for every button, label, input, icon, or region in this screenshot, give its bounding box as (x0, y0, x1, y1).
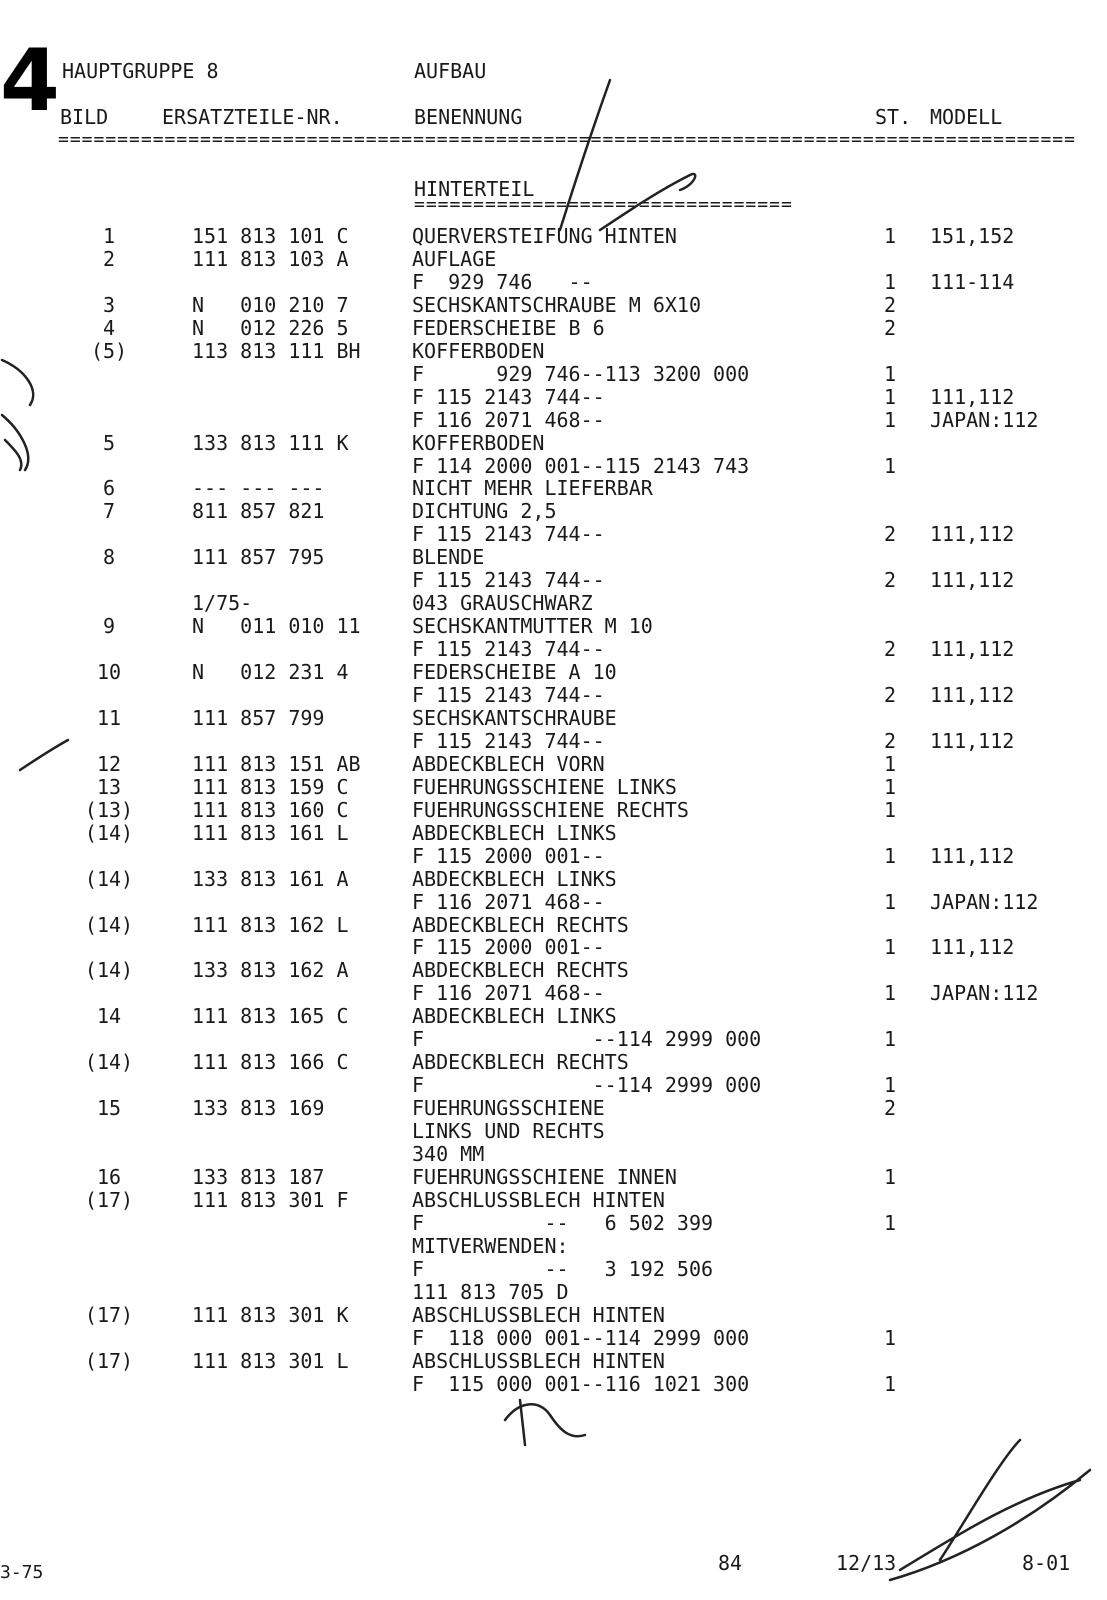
row-benennung: FUEHRUNGSSCHIENE LINKS (412, 775, 677, 799)
column-header-modell: MODELL (930, 105, 1003, 129)
row-quantity: 2 (883, 637, 897, 661)
signature-bottom (505, 1404, 585, 1436)
row-part-number: 133 813 169 (192, 1096, 325, 1120)
row-bild: (17) (84, 1303, 134, 1327)
row-bild: 16 (96, 1165, 122, 1189)
row-modell: 111,112 (930, 637, 1015, 661)
row-benennung: FUEHRUNGSSCHIENE INNEN (412, 1165, 677, 1189)
row-benennung: ABDECKBLECH LINKS (412, 1004, 617, 1028)
row-bild: 10 (96, 660, 122, 684)
row-modell: 111,112 (930, 385, 1015, 409)
row-benennung: F 929 746 -- (412, 270, 593, 294)
row-part-number: 133 813 111 K (192, 431, 349, 455)
row-benennung: KOFFERBODEN (412, 339, 545, 363)
row-benennung: F 116 2071 468-- (412, 981, 605, 1005)
row-benennung: F 115 000 001--116 1021 300 (412, 1372, 750, 1396)
row-bild: (14) (84, 821, 134, 845)
row-quantity: 2 (883, 568, 897, 592)
row-part-number: 111 813 162 L (192, 913, 349, 937)
row-benennung: F 115 2143 744-- (412, 683, 605, 707)
margin-scribble-3 (20, 740, 68, 770)
row-bild: (14) (84, 958, 134, 982)
row-bild: (14) (84, 1050, 134, 1074)
row-benennung: F -- 3 192 506 (412, 1257, 714, 1281)
row-benennung: ABSCHLUSSBLECH HINTEN (412, 1303, 665, 1327)
row-modell: 111,112 (930, 729, 1015, 753)
row-modell: 111,112 (930, 568, 1015, 592)
row-benennung: QUERVERSTEIFUNG HINTEN (412, 224, 677, 248)
row-modell: JAPAN:112 (930, 981, 1039, 1005)
row-bild: (13) (84, 798, 134, 822)
row-benennung: 111 813 705 D (412, 1280, 569, 1304)
row-quantity: 1 (883, 752, 897, 776)
row-benennung: F 115 2000 001-- (412, 844, 605, 868)
row-quantity: 2 (883, 316, 897, 340)
row-modell: 111,112 (930, 935, 1015, 959)
row-benennung: SECHSKANTSCHRAUBE M 6X10 (412, 293, 701, 317)
row-benennung: F 118 000 001--114 2999 000 (412, 1326, 750, 1350)
row-part-number: 111 813 151 AB (192, 752, 361, 776)
row-benennung: F 115 2143 744-- (412, 568, 605, 592)
row-modell: 111,112 (930, 683, 1015, 707)
row-quantity: 1 (883, 1165, 897, 1189)
row-part-number: 111 857 799 (192, 706, 325, 730)
row-part-number: 111 813 159 C (192, 775, 349, 799)
row-part-number: 133 813 187 (192, 1165, 325, 1189)
row-benennung: ABSCHLUSSBLECH HINTEN (412, 1188, 665, 1212)
row-benennung: NICHT MEHR LIEFERBAR (412, 476, 653, 500)
column-header-bild: BILD (60, 105, 109, 129)
footer-right-code: 8-01 (1022, 1551, 1071, 1575)
row-bild: 15 (96, 1096, 122, 1120)
row-benennung: 340 MM (412, 1142, 485, 1166)
row-quantity: 1 (883, 1211, 897, 1235)
row-quantity: 1 (883, 935, 897, 959)
row-benennung: ABDECKBLECH RECHTS (412, 913, 629, 937)
row-bild: (5) (90, 339, 128, 363)
row-benennung: FEDERSCHEIBE B 6 (412, 316, 605, 340)
row-modell: JAPAN:112 (930, 890, 1039, 914)
row-benennung: FUEHRUNGSSCHIENE RECHTS (412, 798, 689, 822)
row-part-number: N 011 010 11 (192, 614, 361, 638)
row-quantity: 1 (883, 1073, 897, 1097)
row-benennung: BLENDE (412, 545, 485, 569)
row-benennung: F --114 2999 000 (412, 1027, 762, 1051)
row-bild: 4 (102, 316, 116, 340)
row-benennung: ABDECKBLECH VORN (412, 752, 605, 776)
row-benennung: AUFLAGE (412, 247, 497, 271)
row-bild: (17) (84, 1349, 134, 1373)
header-rule: ====================================================================================== (58, 133, 1076, 147)
row-benennung: KOFFERBODEN (412, 431, 545, 455)
row-bild: 2 (102, 247, 116, 271)
row-part-number: 111 813 160 C (192, 798, 349, 822)
footer-date-code: 12/13 (836, 1551, 897, 1575)
row-part-number: N 012 231 4 (192, 660, 349, 684)
row-modell: 111,112 (930, 844, 1015, 868)
row-quantity: 1 (883, 981, 897, 1005)
row-part-number: 111 813 165 C (192, 1004, 349, 1028)
subsection-rule: ================================ (414, 198, 793, 212)
row-benennung: F --114 2999 000 (412, 1073, 762, 1097)
row-bild: (17) (84, 1188, 134, 1212)
row-benennung: FUEHRUNGSSCHIENE (412, 1096, 605, 1120)
row-part-number: 113 813 111 BH (192, 339, 361, 363)
row-bild: 8 (102, 545, 116, 569)
row-part-number: 1/75- (192, 591, 253, 615)
row-benennung: DICHTUNG 2,5 (412, 499, 557, 523)
row-quantity: 1 (883, 270, 897, 294)
signature-bottom-2 (520, 1400, 525, 1445)
row-benennung: F -- 6 502 399 (412, 1211, 714, 1235)
row-quantity: 1 (883, 1372, 897, 1396)
row-quantity: 2 (883, 293, 897, 317)
row-quantity: 2 (883, 522, 897, 546)
margin-scribble-1 (2, 360, 33, 405)
row-bild: (14) (84, 913, 134, 937)
subsection-title: HINTERTEIL (414, 177, 535, 201)
row-benennung: F 115 2143 744-- (412, 729, 605, 753)
row-part-number: 111 813 301 F (192, 1188, 349, 1212)
row-quantity: 1 (883, 454, 897, 478)
row-quantity: 1 (883, 1027, 897, 1051)
row-benennung: ABSCHLUSSBLECH HINTEN (412, 1349, 665, 1373)
row-quantity: 1 (883, 385, 897, 409)
row-quantity: 1 (883, 890, 897, 914)
row-benennung: F 116 2071 468-- (412, 890, 605, 914)
row-benennung: LINKS UND RECHTS (412, 1119, 605, 1143)
row-benennung: FEDERSCHEIBE A 10 (412, 660, 617, 684)
row-part-number: 111 813 161 L (192, 821, 349, 845)
row-part-number: N 012 226 5 (192, 316, 349, 340)
row-benennung: F 115 2143 744-- (412, 637, 605, 661)
page-number: 84 (718, 1551, 743, 1575)
row-part-number: 111 857 795 (192, 545, 325, 569)
row-bild: 5 (102, 431, 116, 455)
section-title: AUFBAU (414, 59, 487, 83)
row-benennung: MITVERWENDEN: (412, 1234, 569, 1258)
row-quantity: 1 (883, 798, 897, 822)
row-part-number: 133 813 162 A (192, 958, 349, 982)
margin-scribble-2 (2, 415, 28, 470)
row-benennung: ABDECKBLECH LINKS (412, 821, 617, 845)
row-benennung: ABDECKBLECH RECHTS (412, 1050, 629, 1074)
column-header-benennung: BENENNUNG (414, 105, 523, 129)
row-part-number: 111 813 301 K (192, 1303, 349, 1327)
row-quantity: 1 (883, 224, 897, 248)
row-benennung: ABDECKBLECH RECHTS (412, 958, 629, 982)
row-part-number: 111 813 166 C (192, 1050, 349, 1074)
row-part-number: 111 813 301 L (192, 1349, 349, 1373)
row-bild: 9 (102, 614, 116, 638)
hauptgruppe-label: HAUPTGRUPPE 8 (62, 59, 219, 83)
row-modell: 111-114 (930, 270, 1015, 294)
row-benennung: F 114 2000 001--115 2143 743 (412, 454, 750, 478)
row-benennung: F 116 2071 468-- (412, 408, 605, 432)
row-part-number: 133 813 161 A (192, 867, 349, 891)
row-bild: 1 (102, 224, 116, 248)
row-part-number: N 010 210 7 (192, 293, 349, 317)
group-number: 4 (0, 31, 60, 131)
footer-left-code: 3-75 (0, 1562, 44, 1583)
row-bild: 6 (102, 476, 116, 500)
column-header-part-number: ERSATZTEILE-NR. (162, 105, 343, 129)
row-part-number: --- --- --- (192, 476, 325, 500)
row-benennung: SECHSKANTSCHRAUBE (412, 706, 617, 730)
row-benennung: F 115 2143 744-- (412, 385, 605, 409)
row-benennung: F 929 746--113 3200 000 (412, 362, 750, 386)
row-bild: 14 (96, 1004, 122, 1028)
row-quantity: 1 (883, 408, 897, 432)
row-bild: 3 (102, 293, 116, 317)
row-quantity: 1 (883, 844, 897, 868)
row-benennung: F 115 2143 744-- (412, 522, 605, 546)
row-quantity: 2 (883, 683, 897, 707)
row-modell: JAPAN:112 (930, 408, 1039, 432)
row-bild: 13 (96, 775, 122, 799)
row-part-number: 151 813 101 C (192, 224, 349, 248)
row-benennung: SECHSKANTMUTTER M 10 (412, 614, 653, 638)
row-part-number: 811 857 821 (192, 499, 325, 523)
row-quantity: 1 (883, 1326, 897, 1350)
row-bild: (14) (84, 867, 134, 891)
row-bild: 12 (96, 752, 122, 776)
row-benennung: 043 GRAUSCHWARZ (412, 591, 593, 615)
row-quantity: 1 (883, 775, 897, 799)
row-quantity: 2 (883, 729, 897, 753)
row-quantity: 2 (883, 1096, 897, 1120)
row-bild: 7 (102, 499, 116, 523)
row-modell: 151,152 (930, 224, 1015, 248)
row-part-number: 111 813 103 A (192, 247, 349, 271)
row-benennung: F 115 2000 001-- (412, 935, 605, 959)
row-modell: 111,112 (930, 522, 1015, 546)
row-bild: 11 (96, 706, 122, 730)
column-header-quantity: ST. (875, 105, 912, 129)
row-benennung: ABDECKBLECH LINKS (412, 867, 617, 891)
row-quantity: 1 (883, 362, 897, 386)
